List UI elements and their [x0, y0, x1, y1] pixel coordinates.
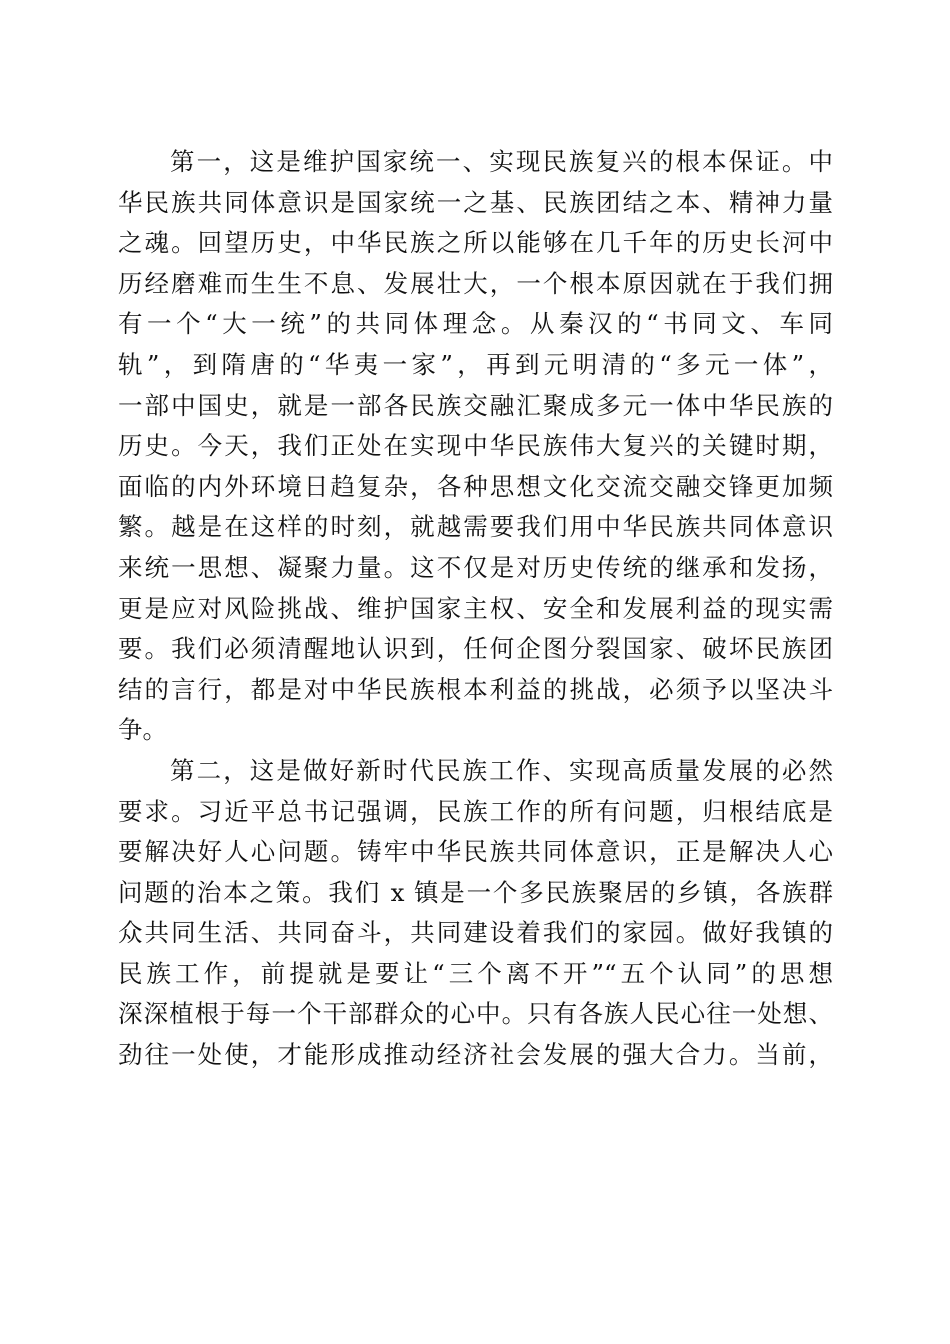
text-line: 一部中国史，就是一部各民族交融汇聚成多元一体中华民族的	[118, 390, 833, 420]
text-line: 要求。习近平总书记强调，民族工作的所有问题，归根结底是	[118, 796, 833, 826]
text-line: 更是应对风险挑战、维护国家主权、安全和发展利益的现实需	[118, 593, 833, 623]
text-line: 面临的内外环境日趋复杂，各种思想文化交流交融交锋更加频	[118, 471, 833, 501]
text-line: 历史。今天，我们正处在实现中华民族伟大复兴的关键时期，	[118, 431, 833, 461]
text-line: 结的言行，都是对中华民族根本利益的挑战，必须予以坚决斗	[118, 674, 833, 704]
text-line: 要解决好人心问题。铸牢中华民族共同体意识，正是解决人心	[118, 837, 833, 867]
body-text	[118, 142, 833, 1076]
text-line: 历经磨难而生生不息、发展壮大，一个根本原因就在于我们拥	[118, 268, 833, 298]
text-line: 深深植根于每一个干部群众的心中。只有各族人民心往一处想、	[118, 999, 833, 1029]
text-line: 要。我们必须清醒地认识到，任何企图分裂国家、破坏民族团	[118, 634, 833, 664]
text-line: 第一，这是维护国家统一、实现民族复兴的根本保证。中	[170, 147, 833, 176]
text-line: 第二，这是做好新时代民族工作、实现高质量发展的必然	[170, 755, 833, 785]
text-line: 轨”，到隋唐的“华夷一家”，再到元明清的“多元一体”，	[118, 349, 833, 379]
paragraph-2	[118, 751, 833, 1076]
text-line: 华民族共同体意识是国家统一之基、民族团结之本、精神力量	[118, 187, 833, 217]
text-line: 来统一思想、凝聚力量。这不仅是对历史传统的继承和发扬，	[118, 552, 833, 582]
text-line: 有一个“大一统”的共同体理念。从秦汉的“书同文、车同	[118, 309, 833, 339]
text-line: 问题的治本之策。我们 x 镇是一个多民族聚居的乡镇，各族群	[118, 877, 833, 907]
text-line: 众共同生活、共同奋斗，共同建设着我们的家园。做好我镇的	[118, 918, 833, 948]
text-line: 民族工作，前提就是要让“三个离不开”“五个认同”的思想	[118, 958, 833, 988]
text-line: 劲往一处使，才能形成推动经济社会发展的强大合力。当前，	[118, 1040, 833, 1070]
text-line: 争。	[118, 715, 167, 745]
text-line: 之魂。回望历史，中华民族之所以能够在几千年的历史长河中	[118, 228, 833, 258]
paragraph-1	[118, 142, 833, 751]
text-line: 繁。越是在这样的时刻，就越需要我们用中华民族共同体意识	[118, 512, 833, 542]
